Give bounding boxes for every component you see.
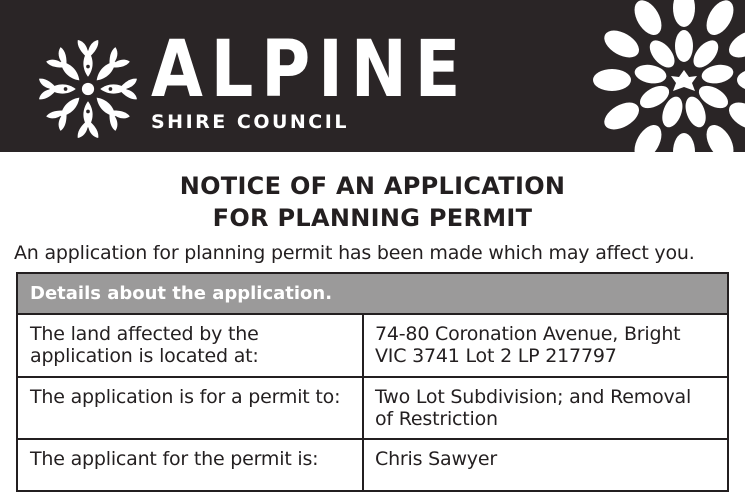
notice-title-line-1: NOTICE OF AN APPLICATION [179,172,566,200]
purpose-label-line-1: The application is for a permit to: [30,386,341,408]
applicant-value [364,440,727,492]
application-details-table [16,272,729,492]
land-label [18,315,364,376]
land-value-line-2: VIC 3741 Lot 2 LP 217797 [375,345,617,367]
table-row-purpose [18,378,727,440]
logo-subtitle: SHIRE COUNCIL [151,111,349,133]
land-label-line-1: The land affected by the [30,323,259,345]
logo-wordmark: ALPINE [151,25,469,115]
purpose-value-line-2: of Restriction [375,408,498,430]
table-heading: Details about the application. [30,283,333,304]
notice-intro: An application for planning permit has been made which may affect you. [14,242,695,264]
purpose-value-line-1: Two Lot Subdivision; and Removal [375,386,692,408]
applicant-label [18,440,364,492]
leaf-star-decoration-icon [572,0,745,152]
land-value-line-1: 74-80 Coronation Avenue, Bright [375,323,681,345]
table-heading-bar [18,274,727,315]
purpose-value [364,378,727,438]
table-row-land [18,315,727,378]
notice-title-line-2: FOR PLANNING PERMIT [212,204,533,232]
applicant-value-line-1: Chris Sawyer [375,448,497,470]
land-value [364,315,727,376]
applicant-label-line-1: The applicant for the permit is: [30,448,319,470]
purpose-label [18,378,364,438]
snowflake-leaf-emblem-icon [37,38,139,140]
notice-title [0,170,745,234]
table-row-applicant [18,440,727,492]
council-banner [0,0,745,152]
land-label-line-2: application is located at: [30,345,259,367]
